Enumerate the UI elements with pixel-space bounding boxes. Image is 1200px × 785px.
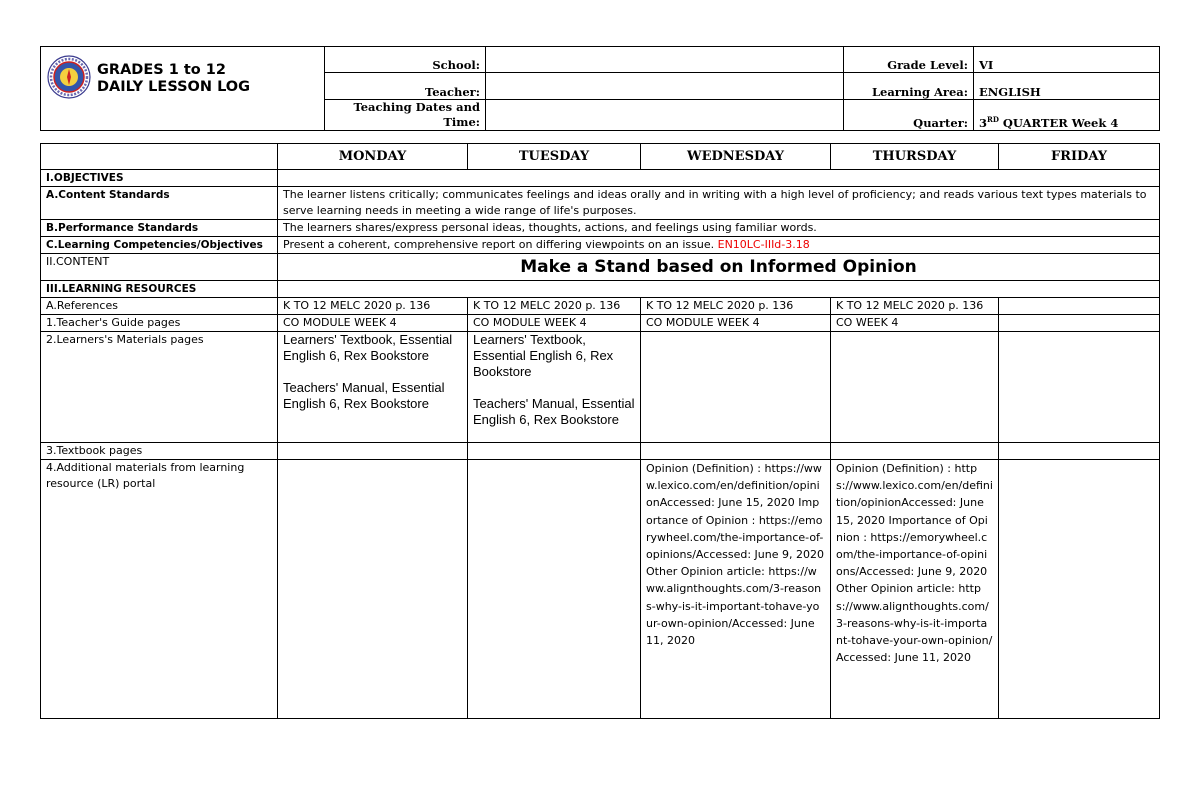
additional-materials-label: 4.Additional materials from learning resource (LR) portal	[41, 460, 278, 719]
performance-standards-label: B.Performance Standards	[41, 220, 278, 237]
header-table	[40, 46, 1160, 131]
references-wednesday: K TO 12 MELC 2020 p. 136	[641, 298, 831, 315]
content-standards-text: The learner listens critically; communicates feelings and ideas orally and in writing with a high level of proficiency; and reads various text types materials to serve learning needs in meeting a wide range of life's purposes.	[278, 187, 1160, 220]
resources-value	[278, 281, 1160, 298]
corner-cell	[41, 144, 278, 170]
competencies-text: Present a coherent, comprehensive report on differing viewpoints on an issue.	[283, 238, 715, 251]
teacher-label: Teacher:	[325, 73, 486, 100]
teachers-guide-thursday: CO WEEK 4	[831, 315, 999, 332]
dates-label-line1: Teaching Dates and	[353, 100, 480, 114]
learning-area-value[interactable]: ENGLISH	[974, 73, 1160, 100]
content-standards-label: A.Content Standards	[41, 187, 278, 220]
title-line2: DAILY LESSON LOG	[97, 79, 251, 95]
textbook-wednesday	[641, 443, 831, 460]
teachers-guide-wednesday: CO MODULE WEEK 4	[641, 315, 831, 332]
teachers-guide-friday	[999, 315, 1160, 332]
performance-standards-text: The learners shares/express personal ideas, thoughts, actions, and feelings using familiar words.	[278, 220, 1160, 237]
day-friday: FRIDAY	[999, 144, 1160, 170]
objectives-label: I.OBJECTIVES	[41, 170, 278, 187]
lesson-log-table	[40, 143, 1160, 719]
school-value[interactable]	[486, 47, 844, 73]
competencies-label: C.Learning Competencies/Objectives	[41, 237, 278, 254]
quarter-number: 3	[979, 116, 988, 130]
teacher-value[interactable]	[486, 73, 844, 100]
learners-materials-monday: Learners' Textbook, Essential English 6, Rex Bookstore Teachers' Manual, Essential English 6, Rex Bookstore	[278, 332, 468, 443]
competencies-cell	[278, 237, 1160, 254]
quarter-rest: QUARTER Week 4	[998, 116, 1119, 130]
references-tuesday: K TO 12 MELC 2020 p. 136	[468, 298, 641, 315]
references-monday: K TO 12 MELC 2020 p. 136	[278, 298, 468, 315]
additional-friday	[999, 460, 1160, 719]
teachers-guide-label: 1.Teacher's Guide pages	[41, 315, 278, 332]
dates-label	[325, 100, 486, 131]
deped-seal-icon	[47, 55, 91, 99]
grade-level-label: Grade Level:	[844, 47, 974, 73]
learners-materials-friday	[999, 332, 1160, 443]
day-thursday: THURSDAY	[831, 144, 999, 170]
additional-monday	[278, 460, 468, 719]
additional-tuesday	[468, 460, 641, 719]
dates-label-line2: Time:	[443, 115, 480, 129]
content-title: Make a Stand based on Informed Opinion	[278, 254, 1160, 281]
textbook-label: 3.Textbook pages	[41, 443, 278, 460]
dates-value[interactable]	[486, 100, 844, 131]
day-tuesday: TUESDAY	[468, 144, 641, 170]
quarter-sup: RD	[987, 115, 999, 125]
quarter-value[interactable]	[974, 100, 1160, 131]
resources-label: III.LEARNING RESOURCES	[41, 281, 278, 298]
grade-level-value[interactable]: VI	[974, 47, 1160, 73]
additional-wednesday: Opinion (Definition) : https://www.lexico.com/en/definition/opinionAccessed: June 15, 2020 Importance of Opinion : https://emorywheel.com/the-importance-of-opinions/Accessed: June 9, 2020 Other Opinion article: https://www.alignthoughts.com/3-reasons-why-is-it-important-tohave-your-own-opinion/Accessed: June 11, 2020	[641, 460, 831, 719]
content-label: II.CONTENT	[41, 254, 278, 281]
day-monday: MONDAY	[278, 144, 468, 170]
school-label: School:	[325, 47, 486, 73]
document-title	[97, 62, 250, 96]
day-wednesday: WEDNESDAY	[641, 144, 831, 170]
quarter-label: Quarter:	[844, 100, 974, 131]
title-line1: GRADES 1 to 12	[97, 62, 226, 78]
learners-materials-thursday	[831, 332, 999, 443]
textbook-friday	[999, 443, 1160, 460]
learners-materials-wednesday	[641, 332, 831, 443]
teachers-guide-monday: CO MODULE WEEK 4	[278, 315, 468, 332]
competency-code: EN10LC-IIId-3.18	[717, 238, 810, 251]
brand-cell	[41, 47, 325, 131]
textbook-thursday	[831, 443, 999, 460]
learners-materials-tuesday: Learners' Textbook, Essential English 6, Rex Bookstore Teachers' Manual, Essential English 6, Rex Bookstore	[468, 332, 641, 443]
textbook-monday	[278, 443, 468, 460]
references-thursday: K TO 12 MELC 2020 p. 136	[831, 298, 999, 315]
teachers-guide-tuesday: CO MODULE WEEK 4	[468, 315, 641, 332]
learning-area-label: Learning Area:	[844, 73, 974, 100]
additional-thursday: Opinion (Definition) : https://www.lexico.com/en/definition/opinionAccessed: June 15, 2020 Importance of Opinion : https://emorywheel.com/the-importance-of-opinions/Accessed: June 9, 2020 Other Opinion article: https://www.alignthoughts.com/3-reasons-why-is-it-important-tohave-your-own-opinion/Accessed: June 11, 2020	[831, 460, 999, 719]
learners-materials-label: 2.Learners's Materials pages	[41, 332, 278, 443]
references-friday	[999, 298, 1160, 315]
objectives-value	[278, 170, 1160, 187]
textbook-tuesday	[468, 443, 641, 460]
references-label: A.References	[41, 298, 278, 315]
